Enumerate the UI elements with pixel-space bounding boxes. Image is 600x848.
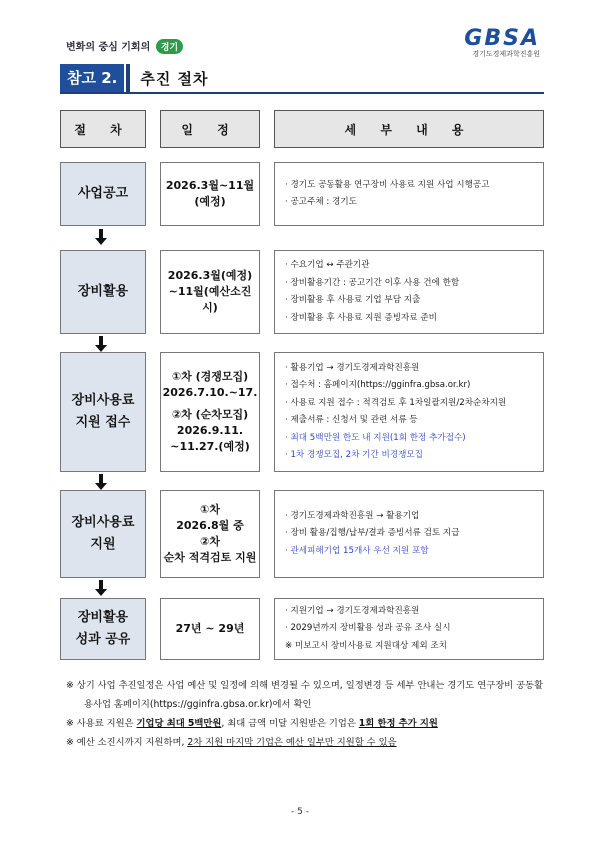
detail-2-4: · 장비활용 후 사용료 지원 증빙자료 준비 xyxy=(285,312,437,323)
detail-2-1: · 수요기업 ↔ 주관기관 xyxy=(285,260,370,270)
schedule-5-line-1: 27년 ~ 29년 xyxy=(175,622,245,635)
detail-3-5: · 최대 5백만원 한도 내 지원(1회 한정 추가접수) xyxy=(285,432,466,443)
step-schedule-5 xyxy=(160,598,260,660)
step-schedule-1 xyxy=(160,162,260,226)
schedule-1-line-2: (예정) xyxy=(194,195,226,208)
schedule-3-line-4: ②차 (순차모집) xyxy=(171,408,249,421)
step-name-3-line-1: 장비사용료 xyxy=(71,393,135,408)
header-schedule: 일 정 xyxy=(160,110,260,148)
step-schedule-4 xyxy=(160,490,260,578)
step-schedule-3 xyxy=(160,352,260,472)
step-name-4-line-2: 지원 xyxy=(90,537,116,552)
note-3: ※ 예산 소진시까지 지원하며, 2차 지원 마지막 기업은 예산 일부만 지원할 수 있음 xyxy=(66,737,397,748)
step-name-5-line-2: 성과 공유 xyxy=(75,632,131,647)
detail-1-1: · 경기도 공동활용 연구장비 사용료 지원 사업 시행공고 xyxy=(285,179,490,190)
note-2: ※ 사용료 지원은 기업당 최대 5백만원, 최대 금액 미달 지원받은 기업은 1회 한정 추가 지원 xyxy=(66,718,438,729)
section-title-text: 추진 절차 xyxy=(140,69,209,88)
step-details-3 xyxy=(274,352,544,472)
step-name-4-line-1: 장비사용료 xyxy=(71,515,135,530)
header-slogan xyxy=(66,38,183,54)
step-name-2-line-1: 장비활용 xyxy=(77,284,129,299)
step-name-5 xyxy=(60,598,146,660)
down-arrow-icon xyxy=(95,229,107,247)
detail-3-3: · 사용료 지원 접수 : 적격검토 후 1차일괄지원/2차순차지원 xyxy=(285,397,507,408)
detail-5-1: · 지원기업 → 경기도경제과학진흥원 xyxy=(285,605,420,616)
notes-section xyxy=(66,676,544,752)
logo-subtitle: 경기도경제과학진흥원 xyxy=(472,50,540,58)
header-details: 세 부 내 용 xyxy=(274,110,544,148)
detail-3-1: · 활용기업 → 경기도경제과학진흥원 xyxy=(285,362,420,373)
detail-5-3: ※ 미보고시 장비사용료 지원대상 제외 조치 xyxy=(285,640,447,651)
detail-4-2: · 장비 활용/집행/납부/결과 증빙서류 검토 지급 xyxy=(285,528,460,539)
schedule-2-line-2: ~11월(예산소진시) xyxy=(168,285,252,314)
schedule-1-line-1: 2026.3월~11월 xyxy=(165,179,255,192)
title-divider xyxy=(126,64,130,92)
down-arrow-icon xyxy=(95,580,107,598)
step-name-3 xyxy=(60,352,146,472)
header-step: 절 차 xyxy=(60,110,146,148)
detail-2-2: · 장비활용기간 : 공고기간 이후 사용 건에 한함 xyxy=(285,277,460,288)
schedule-4-line-3: ②차 xyxy=(200,535,220,548)
step-name-2 xyxy=(60,250,146,334)
slogan-text: 변화의 중심 기회의 xyxy=(66,42,151,53)
schedule-3-line-5: 2026.9.11. xyxy=(176,424,244,437)
gbsa-logo xyxy=(464,26,540,59)
section-title xyxy=(60,64,544,94)
detail-1-2: · 공고주체 : 경기도 xyxy=(285,197,357,207)
step-schedule-2 xyxy=(160,250,260,334)
detail-3-2: · 접수처 : 홈페이지(https://gginfra.gbsa.or.kr) xyxy=(285,380,471,390)
schedule-2-line-1: 2026.3월(예정) xyxy=(167,269,253,282)
page-number: - 5 - xyxy=(291,807,309,817)
schedule-3-line-1: ①차 (경쟁모집) xyxy=(171,370,249,383)
step-name-5-line-1: 장비활용 xyxy=(77,610,129,625)
detail-4-1: · 경기도경제과학진흥원 → 활용기업 xyxy=(285,510,420,521)
step-details-5 xyxy=(274,598,544,660)
schedule-4-line-1: ①차 xyxy=(200,503,220,516)
step-name-4 xyxy=(60,490,146,578)
detail-3-6: · 1차 경쟁모집, 2차 기간 비경쟁모집 xyxy=(285,450,423,460)
step-details-2 xyxy=(274,250,544,334)
step-name-3-line-2: 지원 접수 xyxy=(75,415,131,430)
schedule-4-line-2: 2026.8월 중 xyxy=(176,519,244,532)
note-1: ※ 상기 사업 추진일정은 사업 예산 및 일정에 의해 변경될 수 있으며, 일정변경 등 세부 안내는 경기도 연구장비 공동활용사업 홈페이지(https://gginfra.gbsa.or.kr)에서 확인 xyxy=(66,680,544,710)
step-name-1 xyxy=(60,162,146,226)
step-details-1 xyxy=(274,162,544,226)
schedule-3-line-2: 2026.7.10.~17. xyxy=(162,386,258,399)
detail-3-4: · 제출서류 : 신청서 및 관련 서류 등 xyxy=(285,415,418,425)
step-details-4 xyxy=(274,490,544,578)
detail-2-3: · 장비활용 후 사용료 기업 부담 지출 xyxy=(285,295,421,305)
schedule-3-line-6: ~11.27.(예정) xyxy=(170,440,250,453)
detail-5-2: · 2029년까지 장비활용 성과 공유 조사 실시 xyxy=(285,623,451,634)
schedule-4-line-4: 순차 적격검토 지원 xyxy=(163,551,257,564)
section-number: 참고 2. xyxy=(60,64,124,92)
step-name-1-line-1: 사업공고 xyxy=(77,186,129,201)
slogan-badge: 경기 xyxy=(156,39,183,54)
logo-mark: GBSA xyxy=(464,26,540,51)
detail-4-3: · 관세피해기업 15개사 우선 지원 포함 xyxy=(285,545,429,556)
